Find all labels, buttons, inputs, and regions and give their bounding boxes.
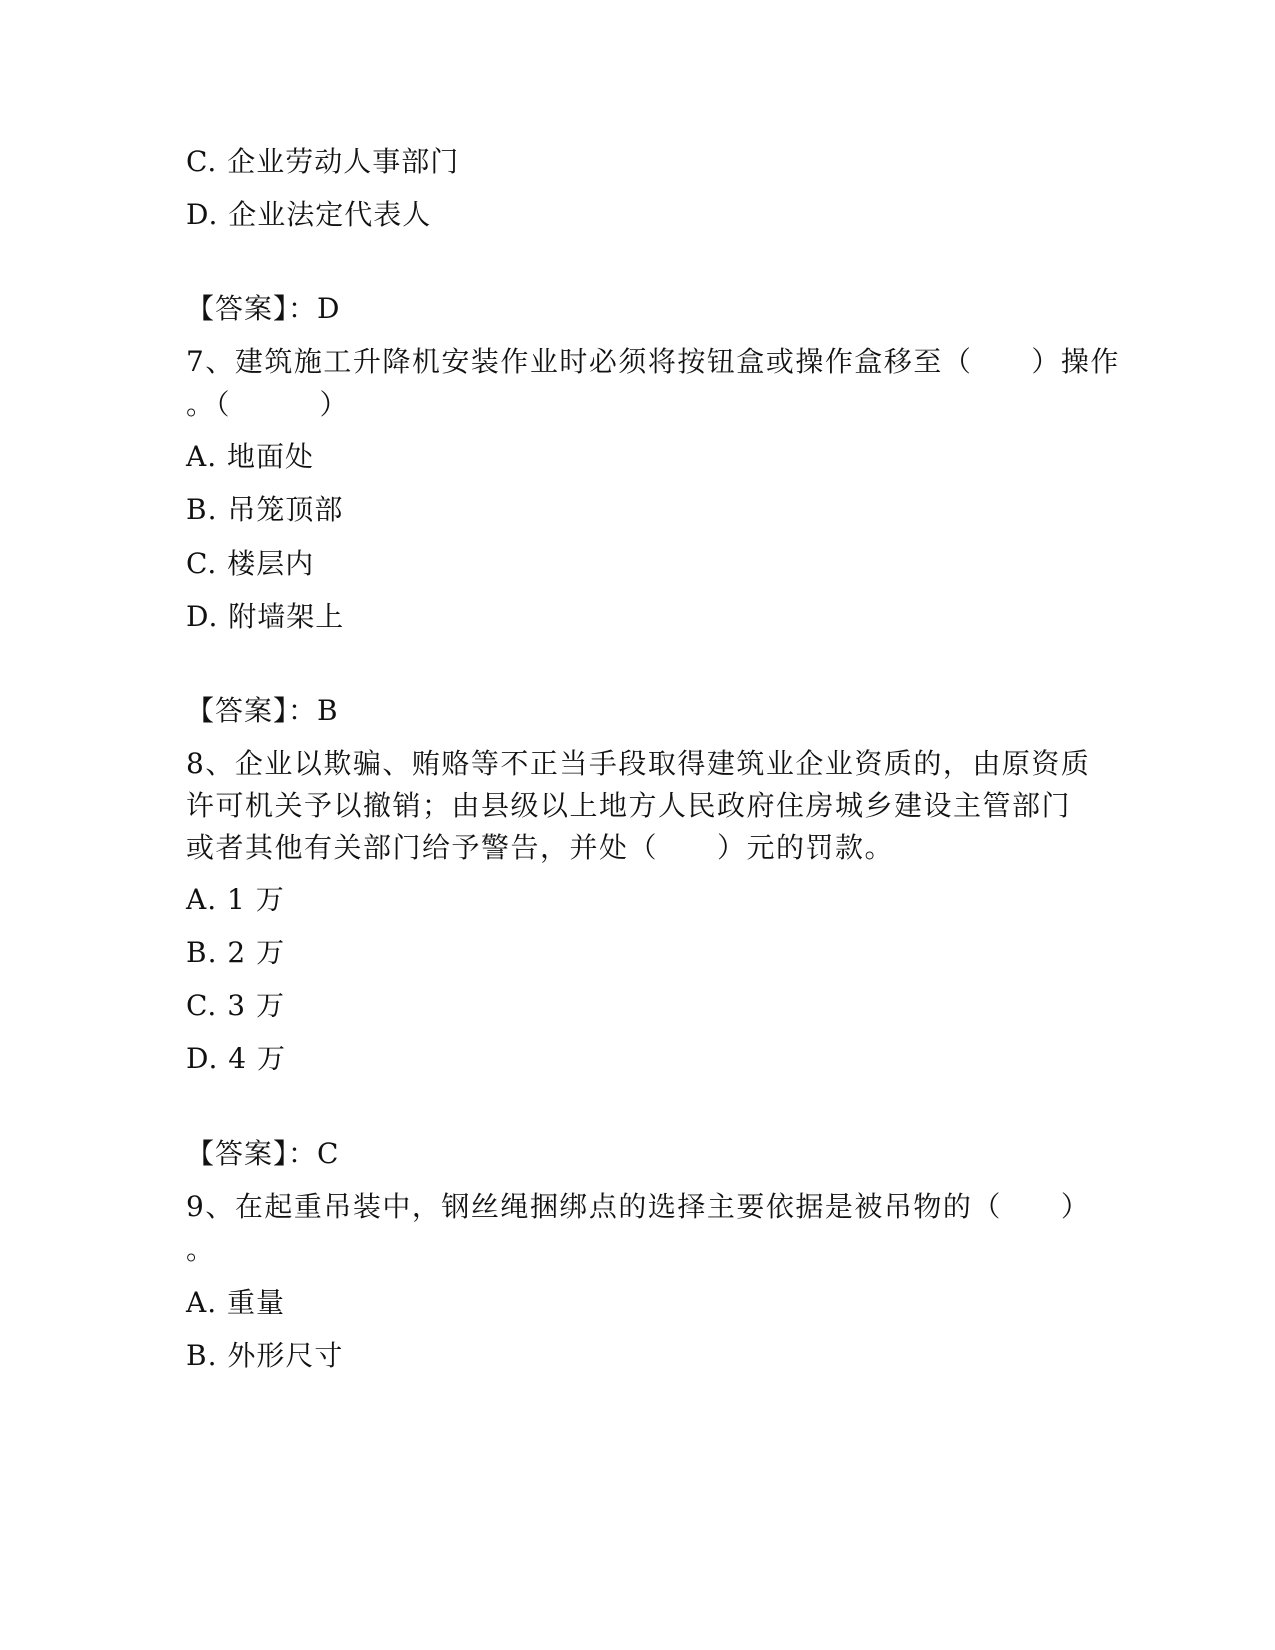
q9-option-a: A. 重量	[186, 1286, 286, 1319]
q9-stem-line-2: 。	[186, 1233, 216, 1266]
q6-answer: 【答案】：D	[186, 292, 341, 325]
q8-stem-line-1: 8、企业以欺骗、贿赂等不正当手段取得建筑业企业资质的，由原资质	[186, 747, 1091, 780]
q8-option-c: C. 3 万	[186, 989, 285, 1022]
q8-option-d: D. 4 万	[186, 1042, 286, 1075]
q7-option-a: A. 地面处	[186, 440, 315, 473]
q8-option-b: B. 2 万	[186, 936, 286, 969]
q8-option-a: A. 1 万	[186, 883, 285, 916]
q9-option-b: B. 外形尺寸	[186, 1339, 344, 1372]
q7-stem-line-2: 。（ ）	[186, 388, 350, 421]
q6-option-d: D. 企业法定代表人	[186, 198, 432, 231]
q6-option-c: C. 企业劳动人事部门	[186, 145, 460, 178]
q7-option-d: D. 附墙架上	[186, 600, 345, 633]
q8-stem-line-3: 或者其他有关部门给予警告，并处（ ）元的罚款。	[186, 831, 895, 864]
q7-option-b: B. 吊笼顶部	[186, 493, 344, 526]
q9-stem-line-1: 9、在起重吊装中，钢丝绳捆绑点的选择主要依据是被吊物的（ ）	[186, 1190, 1091, 1223]
q7-answer: 【答案】：B	[186, 694, 339, 727]
q7-stem-line-1: 7、建筑施工升降机安装作业时必须将按钮盒或操作盒移至（ ）操作	[186, 345, 1120, 378]
q7-option-c: C. 楼层内	[186, 547, 315, 580]
q8-answer: 【答案】：C	[186, 1137, 340, 1170]
q8-stem-line-2: 许可机关予以撤销；由县级以上地方人民政府住房城乡建设主管部门	[186, 789, 1072, 822]
